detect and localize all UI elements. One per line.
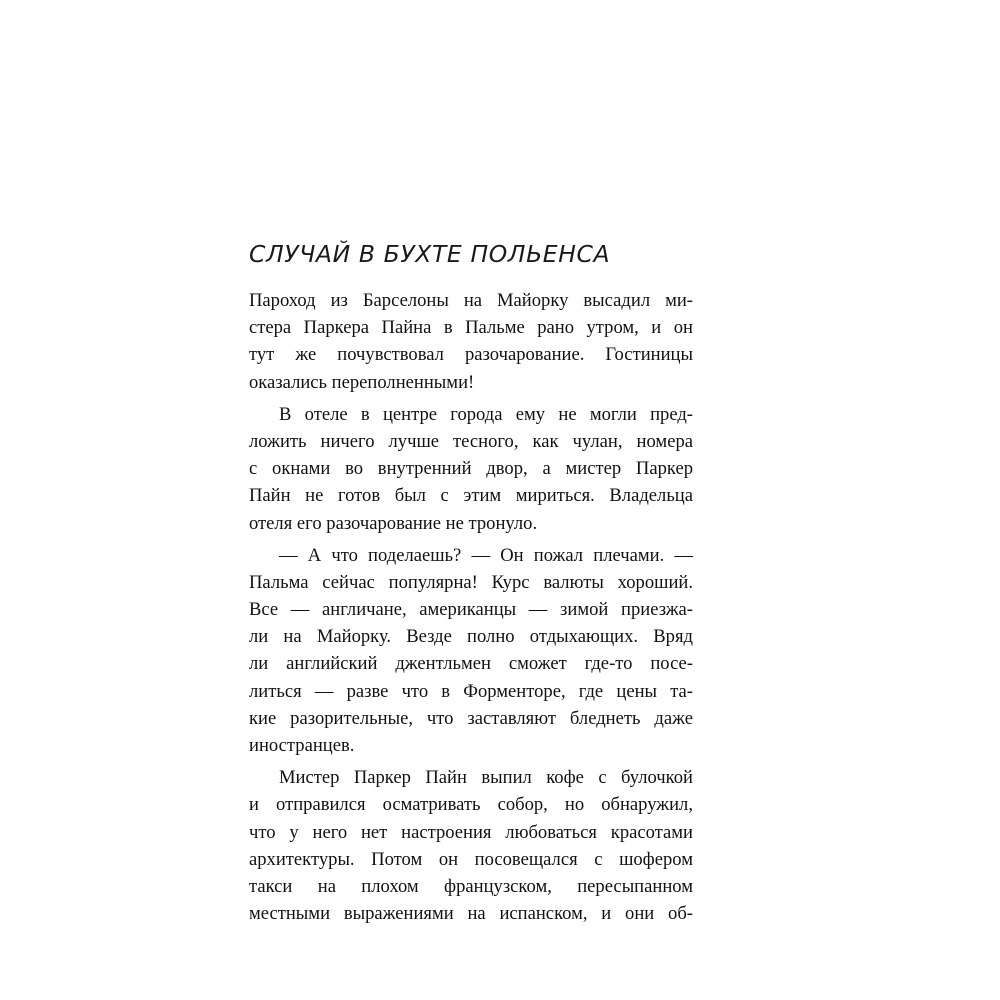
text-line: ложить ничего лучше тесного, как чулан, номера [249, 430, 693, 452]
text-line: иностранцев. [249, 735, 355, 756]
text-line: тут же почувствовал разочарование. Гостиницы [249, 344, 693, 366]
chapter-title: СЛУЧАЙ В БУХТЕ ПОЛЬЕНСА [249, 240, 611, 268]
text-line: оказались переполненными! [249, 371, 475, 393]
text-line: такси на плохом французском, пересыпанном [249, 875, 693, 897]
text-line: с окнами во внутренний двор, а мистер Паркер [249, 458, 693, 480]
text-line: и отправился осматривать собор, но обнаружил, [249, 794, 693, 816]
body-text [249, 287, 693, 927]
text-line: В отеле в центре города ему не могли пред- [279, 403, 693, 425]
paragraph [249, 287, 693, 396]
text-line: кие разорительные, что заставляют бледнеть даже [249, 707, 693, 729]
text-line: Пальма сейчас популярна! Курс валюты хороший. [249, 571, 693, 593]
text-line: Пайн не готов был с этим мириться. Владельца [249, 485, 693, 507]
text-line: Все — англичане, американцы — зимой приезжа- [249, 599, 693, 621]
paragraph [249, 401, 693, 537]
text-line: Пароход из Барселоны на Майорку высадил ми- [249, 290, 693, 311]
paragraph [249, 542, 693, 760]
text-line: что у него нет настроения любоваться красотами [249, 821, 693, 843]
text-line: ли английский джентльмен сможет где-то посе- [249, 653, 693, 675]
text-line: ли на Майорку. Везде полно отдыхающих. Вряд [249, 626, 693, 648]
paragraph [249, 764, 693, 927]
text-line: стера Паркера Пайна в Пальме рано утром, и он [249, 317, 693, 339]
text-line: Мистер Паркер Пайн выпил кофе с булочкой [279, 767, 693, 789]
text-line: — А что поделаешь? — Он пожал плечами. — [279, 544, 693, 566]
text-line: литься — разве что в Форменторе, где цены та- [249, 680, 693, 702]
text-line: местными выражениями на испанском, и они об- [249, 903, 693, 925]
text-line: архитектуры. Потом он посовещался с шофером [249, 848, 693, 870]
text-line: отеля его разочарование не тронуло. [249, 512, 538, 534]
